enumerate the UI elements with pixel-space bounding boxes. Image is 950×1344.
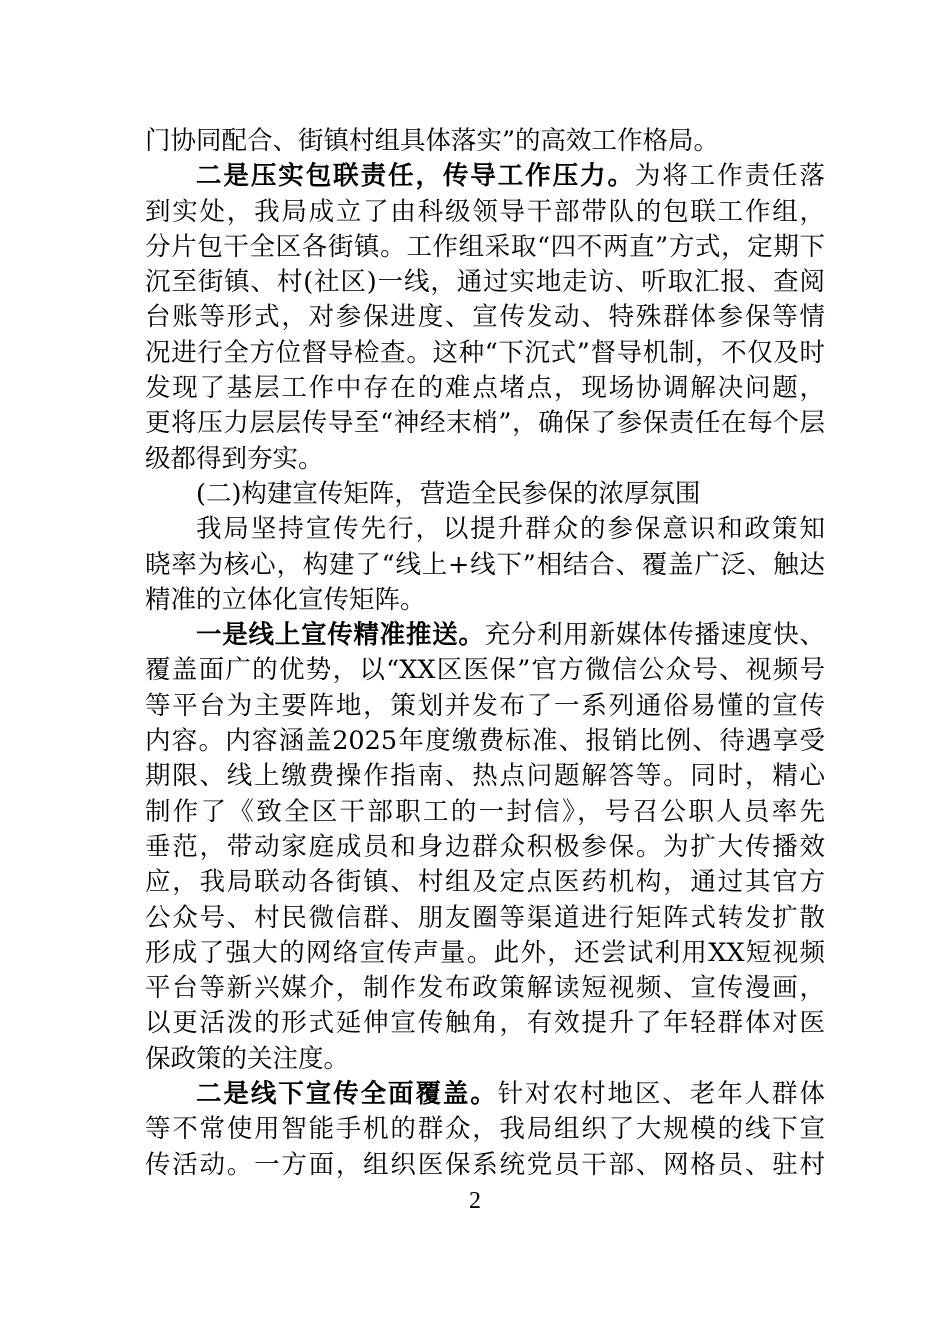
text-line [145,1077,825,1112]
section-heading: (二)构建宣传矩阵，营造全民参保的浓厚氛围 [196,478,701,509]
text-line: 形成了强大的网络宣传声量。此外，还尝试利用XX短视频 [145,937,825,968]
text-line [145,618,825,653]
text-line: 以更活泼的形式延伸宣传触角，有效提升了年轻群体对医 [145,1008,825,1039]
bold-heading: 二是压实包联责任，传导工作压力。 [196,161,635,192]
text-fragment: 充分利用新媒体传播速度快、 [484,620,825,651]
text-line: 级都得到夯实。 [145,443,324,474]
text-line: 台账等形式，对参保进度、宣传发动、特殊群体参保等情 [145,302,825,333]
bold-heading: 二是线下宣传全面覆盖。 [196,1079,498,1110]
text-line: 等不常使用智能手机的群众，我局组织了大规模的线下宣 [145,1114,825,1145]
text-line [145,159,825,194]
text-line: 发现了基层工作中存在的难点堵点，现场协调解决问题， [145,373,825,404]
text-line: 平台等新兴媒介，制作发布政策解读短视频、宣传漫画， [145,973,825,1004]
text-line: 传活动。一方面，组织医保系统党员干部、网格员、驻村 [145,1149,825,1180]
body-text [145,124,825,1183]
page-number: 2 [469,1188,481,1214]
text-line: 沉至街镇、村(社区)一线，通过实地走访、听取汇报、查阅 [145,267,825,298]
text-line: 我局坚持宣传先行，以提升群众的参保意识和政策知 [196,514,825,545]
bold-heading: 一是线上宣传精准推送。 [196,620,485,651]
text-line: 应，我局联动各街镇、村组及定点医药机构，通过其官方 [145,867,825,898]
text-line: 覆盖面广的优势，以“XX区医保”官方微信公众号、视频号 [145,655,825,686]
text-line: 期限、线上缴费操作指南、热点问题解答等。同时，精心 [145,761,825,792]
text-line: 门协同配合、街镇村组具体落实”的高效工作格局。 [145,126,720,156]
text-line: 更将压力层层传导至“神经末梢”，确保了参保责任在每个层 [145,408,825,439]
text-line: 分片包干全区各街镇。工作组采取“四不两直”方式，定期下 [145,231,825,262]
text-line: 到实处，我局成立了由科级领导干部带队的包联工作组， [145,196,825,227]
text-line: 内容。内容涵盖2025年度缴费标准、报销比例、待遇享受 [145,726,825,757]
text-fragment: 为将工作责任落 [634,161,825,192]
text-line: 况进行全方位督导检查。这种“下沉式”督导机制，不仅及时 [145,337,825,368]
text-line: 制作了《致全区干部职工的一封信》，号召公职人员率先 [145,796,825,827]
text-line: 公众号、村民微信群、朋友圈等渠道进行矩阵式转发扩散 [145,902,825,933]
text-line: 精准的立体化宣传矩阵。 [145,584,426,615]
text-line: 等平台为主要阵地，策划并发布了一系列通俗易懂的宣传 [145,690,825,721]
text-line: 垂范，带动家庭成员和身边群众积极参保。为扩大传播效 [145,831,825,862]
text-line: 晓率为核心，构建了“线上+线下”相结合、覆盖广泛、触达 [145,549,825,580]
text-fragment: 针对农村地区、老年人群体 [497,1079,825,1110]
text-line: 保政策的关注度。 [145,1043,350,1074]
